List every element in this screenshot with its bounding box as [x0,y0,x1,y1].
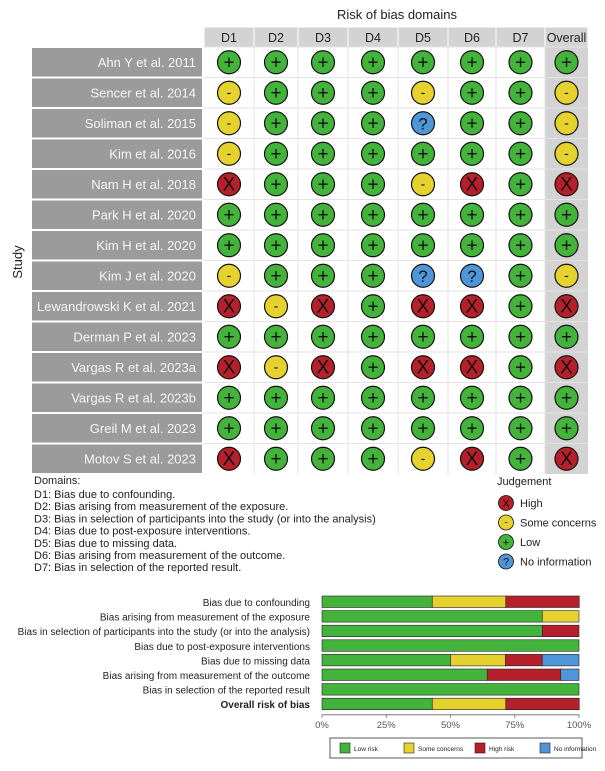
study-label: Kim et al. 2016 [109,146,196,162]
study-label: Park H et al. 2020 [91,207,196,223]
legend-label: No information [520,556,592,569]
judgement-glyph: + [514,143,527,165]
study-label: Vargas R et al. 2023a [71,359,196,375]
judgement-glyph: + [270,113,282,135]
summary-category-label: Bias arising from measurement of the outcome [102,671,310,682]
domain-description: D4: Bias due to post-exposure interventions. [34,525,251,538]
legend-label: Low [520,537,541,549]
judgement-glyph: + [317,265,329,287]
legend-glyph: + [502,537,510,549]
judgement-glyph: + [466,143,478,165]
judgement-glyph: + [223,326,235,348]
summary-bar-segment [506,596,580,608]
judgement-glyph: + [417,387,429,409]
judgement-glyph: + [514,113,527,135]
judgement-glyph: X [416,357,430,379]
judgement-glyph: + [223,204,235,226]
study-label: Nam H et al. 2018 [91,176,196,192]
judgement-glyph: + [514,296,527,318]
summary-bar-segment [322,654,451,666]
judgement-glyph: - [273,297,279,314]
judgement-glyph: + [317,52,329,74]
judgement-glyph: X [222,174,236,196]
judgement-glyph: - [226,266,232,283]
judgement-glyph: + [466,235,478,257]
summary-x-tick-label: 25% [376,719,396,731]
summary-legend-label: Some concerns [418,746,464,753]
judgement-glyph: + [223,418,235,440]
judgement-glyph: + [514,82,527,104]
summary-legend-swatch [340,743,350,753]
summary-category-label: Bias in selection of participants into the study (or into the analysis) [17,627,310,639]
study-label: Sencer et al. 2014 [90,85,196,101]
judgement-glyph: + [317,143,329,165]
judgement-glyph: + [367,296,379,318]
judgement-glyph: + [317,204,329,226]
judgement-glyph: + [270,418,282,440]
domain-description: D5: Bias due to missing data. [34,537,178,550]
legend-glyph: - [504,517,508,529]
legend-glyph: X [502,498,510,510]
judgement-glyph: + [367,357,379,379]
judgement-glyph: + [367,235,379,257]
summary-x-tick-label: 100% [566,719,592,731]
domain-description: D7: Bias in selection of the reported result. [34,562,242,575]
judgement-glyph: - [420,449,426,466]
judgement-glyph: + [466,204,478,226]
judgement-glyph: + [466,387,478,409]
summary-category-label: Bias due to missing data [201,656,310,668]
judgement-glyph: - [564,266,569,283]
judgement-glyph: X [465,174,479,196]
judgement-glyph: + [223,235,235,257]
legend-label: Some concerns [520,517,597,530]
study-label: Kim J et al. 2020 [99,268,196,284]
legend-label: High [520,498,543,510]
judgement-glyph: + [270,265,282,287]
summary-bar-segment [432,698,506,710]
summary-bar-segment [322,625,542,637]
judgement-glyph: + [317,113,329,135]
judgement-glyph: + [466,418,478,440]
judgement-glyph: + [270,235,282,257]
judgement-glyph: - [564,144,569,161]
summary-bar-segment [542,611,579,623]
judgement-glyph: + [560,418,573,440]
judgement-glyph: ? [467,266,477,286]
judgement-glyph: + [367,143,379,165]
summary-x-tick-label: 50% [440,719,461,731]
summary-bar-segment [542,654,579,666]
judgement-glyph: + [367,174,379,196]
judgement-glyph: ? [418,266,428,286]
risk-domains-title: Risk of bias domains [337,7,457,22]
judgement-glyph: + [466,52,478,74]
judgement-glyph: X [222,448,236,470]
summary-legend-label: No information [554,746,597,753]
judgement-glyph: X [222,357,236,379]
judgement-glyph: + [367,82,379,104]
judgement-glyph: X [465,296,479,318]
judgement-glyph: + [317,82,329,104]
summary-category-label: Bias due to confounding [202,598,310,609]
summary-bar-segment [322,596,432,608]
judgement-glyph: + [466,326,478,348]
judgement-glyph: - [226,83,232,100]
judgement-glyph: + [417,418,429,440]
summary-category-label: Bias due to post-exposure interventions [134,641,310,653]
judgement-glyph: - [273,358,279,375]
judgement-glyph: - [226,114,232,131]
domain-header-label: D2 [268,31,284,45]
domain-description: D1: Bias due to confounding. [34,489,176,501]
summary-x-tick-label: 0% [315,719,329,731]
domain-header-label: D6 [464,31,480,45]
judgement-glyph: X [560,174,573,196]
judgement-glyph: - [226,144,232,161]
summary-bar-segment [451,654,506,666]
domain-header-label: D3 [315,31,331,45]
judgement-glyph: + [417,143,429,165]
judgement-glyph: + [417,204,429,226]
domain-description: D2: Bias arising from measurement of the exposure. [34,501,289,514]
judgement-glyph: X [416,296,430,318]
judgement-glyph: + [367,418,379,440]
summary-category-label: Bias in selection of the reported result [142,685,310,697]
judgement-glyph: + [514,52,527,74]
judgement-glyph: + [270,82,282,104]
judgement-heading: Judgement [497,476,552,488]
summary-legend-label: Low risk [354,746,378,753]
judgement-glyph: + [270,143,282,165]
domain-description: D3: Bias in selection of participants into the study (or into the analysis) [34,513,376,526]
judgement-glyph: + [270,448,282,470]
judgement-glyph: + [270,326,282,348]
judgement-glyph: + [223,52,235,74]
summary-x-tick-label: 75% [505,719,525,731]
judgement-glyph: + [367,387,379,409]
summary-legend-swatch [475,743,485,753]
domain-header-label: D1 [221,31,237,45]
study-label: Vargas R et al. 2023b [71,390,196,406]
judgement-glyph: X [465,357,479,379]
summary-bar-segment [322,669,487,681]
summary-bar-segment [561,669,579,681]
summary-bar-segment [542,625,579,637]
judgement-glyph: + [270,204,282,226]
summary-bar-segment [322,640,579,652]
domain-header-label: D5 [415,31,431,45]
judgement-glyph: + [466,113,478,135]
judgement-glyph: + [514,448,527,470]
domain-header-label: D7 [512,31,529,45]
summary-bar-segment [322,611,542,623]
judgement-glyph: + [317,387,329,409]
judgement-glyph: + [514,265,527,287]
summary-category-label: Overall risk of bias [220,700,310,712]
judgement-glyph: + [560,52,573,74]
judgement-glyph: + [367,113,379,135]
judgement-glyph: + [514,357,527,379]
judgement-glyph: + [514,235,527,257]
judgement-glyph: + [466,82,478,104]
judgement-glyph: + [514,326,527,348]
y-axis-label: Study [10,245,25,279]
judgement-glyph: X [560,448,573,470]
judgement-glyph: + [514,418,527,440]
judgement-glyph: - [564,83,569,100]
summary-legend-label: High risk [489,746,515,753]
study-label: Kim H et al. 2020 [96,237,196,253]
judgement-glyph: + [317,235,329,257]
judgement-glyph: + [417,326,429,348]
judgement-glyph: + [560,204,573,226]
judgement-glyph: + [270,52,282,74]
summary-bar-segment [505,654,542,666]
judgement-glyph: - [420,175,426,192]
summary-bar-segment [322,698,432,710]
domain-header-label: Overall [546,31,587,45]
judgement-glyph: + [367,326,379,348]
summary-bar-segment [322,684,579,696]
judgement-glyph: + [560,387,573,409]
study-label: Motov S et al. 2023 [83,451,196,467]
domain-header-label: D4 [365,31,381,45]
judgement-glyph: X [316,357,330,379]
judgement-glyph: + [223,387,235,409]
judgement-glyph: X [316,296,330,318]
judgement-glyph: + [317,326,329,348]
judgement-glyph: X [560,296,573,318]
judgement-glyph: X [560,357,573,379]
judgement-glyph: + [514,204,527,226]
summary-bar-segment [432,596,506,608]
judgement-glyph: X [465,448,479,470]
legend-glyph: ? [502,556,510,569]
judgement-glyph: - [564,114,569,131]
judgement-glyph: + [317,418,329,440]
domain-description: D6: Bias arising from measurement of the outcome. [34,550,286,562]
judgement-glyph: + [367,448,379,470]
judgement-glyph: + [560,235,573,257]
summary-legend-swatch [540,743,550,753]
judgement-glyph: X [222,296,236,318]
judgement-glyph: + [367,265,379,287]
summary-legend-swatch [404,743,414,753]
judgement-glyph: + [514,387,527,409]
judgement-glyph: + [560,326,573,348]
judgement-glyph: + [270,174,282,196]
judgement-glyph: + [367,204,379,226]
study-label: Derman P et al. 2023 [73,329,196,345]
judgement-glyph: + [270,387,282,409]
judgement-glyph: + [417,52,429,74]
summary-bar-segment [506,698,580,710]
domains-heading: Domains: [34,475,81,487]
judgement-glyph: ? [418,114,428,134]
judgement-glyph: + [514,174,527,196]
judgement-glyph: - [420,83,426,100]
judgement-glyph: + [367,52,379,74]
study-label: Ahn Y et al. 2011 [97,54,196,70]
study-label: Soliman et al. 2015 [84,115,196,131]
judgement-glyph: + [317,448,329,470]
study-label: Greil M et al. 2023 [89,420,196,436]
summary-category-label: Bias arising from measurement of the exposure [99,612,310,624]
judgement-glyph: + [317,174,329,196]
summary-bar-segment [487,669,561,681]
study-label: Lewandrowski K et al. 2021 [37,298,196,314]
judgement-glyph: + [417,235,429,257]
